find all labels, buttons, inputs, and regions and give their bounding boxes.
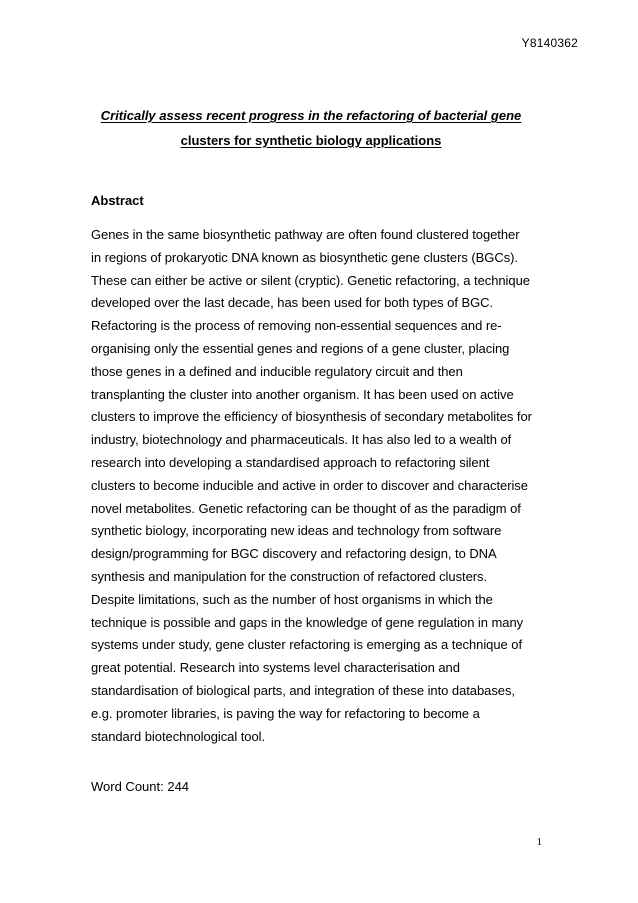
word-count: Word Count: 244 bbox=[91, 779, 190, 794]
abstract-line: Refactoring is the process of removing non-essential sequences and re- bbox=[91, 318, 502, 334]
abstract-line: industry, biotechnology and pharmaceuticals. It has also led to a wealth of bbox=[91, 432, 512, 448]
abstract-line: in regions of prokaryotic DNA known as biosynthetic gene clusters (BGCs). bbox=[91, 249, 518, 265]
abstract-line: standardisation of biological parts, and integration of these into databases, bbox=[91, 682, 515, 698]
abstract-heading: Abstract bbox=[91, 193, 144, 208]
abstract-line: technique is possible and gaps in the knowledge of gene regulation in many bbox=[91, 614, 524, 630]
abstract-line: These can either be active or silent (cryptic). Genetic refactoring, a technique bbox=[91, 272, 530, 288]
abstract-line: research into developing a standardised approach to refactoring silent bbox=[91, 454, 490, 470]
title-line-2: clusters for synthetic biology applications bbox=[180, 133, 442, 148]
document-title bbox=[91, 103, 531, 153]
abstract-line: Genes in the same biosynthetic pathway are often found clustered together bbox=[91, 227, 520, 242]
abstract-line: systems under study, gene cluster refactoring is emerging as a technique of bbox=[91, 637, 523, 653]
abstract-line: standard biotechnological tool. bbox=[91, 728, 266, 744]
abstract-line: clusters to become inducible and active in order to discover and characterise bbox=[91, 477, 528, 493]
abstract-line: great potential. Research into systems level characterisation and bbox=[91, 660, 460, 676]
abstract-line: clusters to improve the efficiency of biosynthesis of secondary metabolites for bbox=[91, 409, 532, 425]
abstract-line: organising only the essential genes and regions of a gene cluster, placing bbox=[91, 340, 510, 356]
abstract-line: synthetic biology, incorporating new ideas and technology from software bbox=[91, 523, 502, 539]
abstract-line: design/programming for BGC discovery and refactoring design, to DNA bbox=[91, 546, 497, 562]
abstract-line: those genes in a defined and inducible regulatory circuit and then bbox=[91, 363, 463, 379]
abstract-line: Despite limitations, such as the number of host organisms in which the bbox=[91, 591, 493, 607]
abstract-line: developed over the last decade, has been used for both types of BGC. bbox=[91, 295, 494, 311]
abstract-line: e.g. promoter libraries, is paving the way for refactoring to become a bbox=[91, 705, 480, 721]
abstract-line: transplanting the cluster into another organism. It has been used on active bbox=[91, 386, 514, 402]
abstract-line: novel metabolites. Genetic refactoring can be thought of as the paradigm of bbox=[91, 500, 521, 516]
abstract-body bbox=[91, 224, 541, 748]
page-number: 1 bbox=[536, 836, 542, 848]
abstract-line: synthesis and manipulation for the construction of refactored clusters. bbox=[91, 568, 488, 584]
student-id: Y8140362 bbox=[521, 36, 578, 50]
title-line-1: Critically assess recent progress in the refactoring of bacterial gene bbox=[100, 108, 522, 123]
